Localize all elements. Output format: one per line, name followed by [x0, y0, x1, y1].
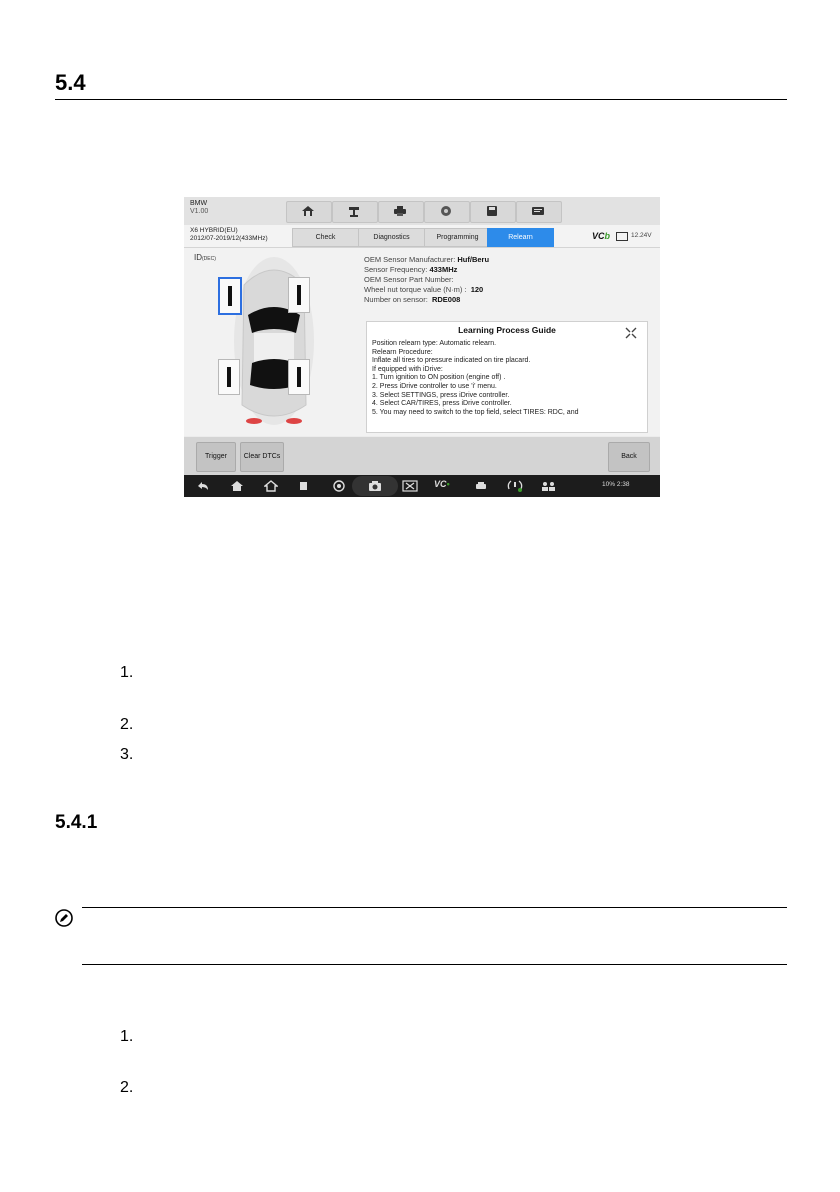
remote-support-icon[interactable] [540, 480, 556, 492]
id-label [194, 253, 216, 262]
vci-logo: VCb [592, 231, 611, 241]
id-unit: (DEC) [202, 256, 216, 262]
message-button[interactable] [516, 201, 562, 223]
guide-line: 1. Turn ignition to ON position (engine off) . [372, 374, 506, 382]
sensor-rear-right[interactable] [288, 359, 310, 395]
car-icon[interactable] [474, 480, 488, 492]
vehicle-bar [184, 225, 660, 248]
vehicle-lift-icon [347, 205, 361, 217]
sensor-info [364, 255, 489, 305]
guide-body [372, 340, 644, 417]
sensor-number-row [364, 295, 489, 305]
sensor-front-left[interactable] [218, 277, 242, 315]
tpms-icon[interactable] [506, 479, 524, 493]
guide-line: Position relearn type: Automatic relearn. [372, 340, 497, 347]
print-button[interactable] [378, 201, 424, 223]
manufacturer-label: OEM Sensor Manufacturer: [364, 255, 456, 264]
manufacturer-value: Huf/Beru [457, 255, 490, 264]
manufacturer-row [364, 255, 489, 265]
app-version: V1.00 [190, 208, 209, 215]
guide-title: Learning Process Guide [458, 325, 556, 335]
sensor-number-value: RDE008 [431, 295, 461, 304]
part-number-label: OEM Sensor Part Number: [364, 275, 454, 284]
clear-dtcs-button[interactable]: Clear DTCs [240, 442, 284, 472]
message-icon [531, 205, 545, 217]
app-home-icon[interactable] [264, 480, 278, 492]
subsection-number: 5.4.1 [55, 812, 98, 833]
list-b-item-1: 1. [120, 1028, 134, 1045]
frequency-value: 433MHz [429, 265, 458, 274]
sensor-rear-left[interactable] [218, 359, 240, 395]
app-topbar [184, 197, 660, 225]
voltage-readout: 12.24V [631, 232, 652, 239]
pencil-note-icon [55, 909, 73, 927]
sensor-front-right[interactable] [288, 277, 310, 313]
guide-line: 2. Press iDrive controller to use 'i' menu. [372, 382, 497, 390]
android-system-bar [184, 475, 660, 497]
camera-icon[interactable] [368, 480, 382, 492]
list-a-item-1: 1. [120, 664, 134, 681]
save-button[interactable] [470, 201, 516, 223]
guide-line: 3. Select SETTINGS, press iDrive controller. [372, 391, 510, 399]
back-arrow-icon[interactable] [196, 480, 210, 492]
brand-block [190, 200, 208, 216]
guide-line: 5. You may need to switch to the top field, select TIRES: RDC, and [372, 408, 579, 416]
guide-line: Inflate all tires to pressure indicated on tire placard. [372, 357, 531, 365]
tab-programming[interactable]: Programming [424, 228, 491, 247]
learning-guide-panel [366, 321, 648, 433]
print-icon [393, 205, 407, 217]
home-button[interactable] [286, 201, 332, 223]
vehicle-model: X6 HYBRID(EU) [190, 227, 238, 234]
section-number: 5.4 [55, 70, 86, 95]
vehicle-years: 2012/07-2019/12(433MHz) [190, 235, 268, 242]
note-bottom-rule [82, 964, 787, 965]
sensor-number-label: Number on sensor: [364, 295, 428, 304]
id-text: ID [194, 253, 202, 262]
tab-diagnostics[interactable]: Diagnostics [358, 228, 425, 247]
home-icon [301, 205, 315, 217]
settings-icon [439, 205, 453, 217]
guide-line: If equipped with iDrive: [372, 365, 443, 373]
guide-line: Relearn Procedure: [372, 348, 433, 356]
android-home-icon[interactable] [230, 480, 244, 492]
note-top-rule [82, 907, 787, 908]
part-number-row [364, 275, 489, 285]
torque-row [364, 285, 489, 295]
vci-shortcut-icon[interactable]: VC• [434, 479, 450, 489]
frequency-label: Sensor Frequency: [364, 265, 428, 274]
action-bar [184, 437, 660, 475]
browser-icon[interactable] [332, 480, 346, 492]
list-b-item-2: 2. [120, 1079, 134, 1096]
screen-record-icon[interactable] [402, 480, 418, 492]
guide-line: 4. Select CAR/TIRES, press iDrive controller. [372, 400, 512, 408]
save-icon [485, 205, 499, 217]
list-a-item-2: 2. [120, 716, 134, 733]
vehicle-info [190, 227, 268, 243]
recent-apps-icon[interactable] [298, 480, 312, 492]
back-button[interactable]: Back [608, 442, 650, 472]
vehicle-lift-button[interactable] [332, 201, 378, 223]
tab-relearn[interactable]: Relearn [487, 228, 554, 247]
collapse-icon[interactable] [625, 327, 637, 339]
brand-name: BMW [190, 200, 208, 207]
torque-label: Wheel nut torque value (N·m) : [364, 285, 467, 294]
torque-value: 120 [470, 285, 484, 294]
relearn-screenshot [184, 197, 660, 497]
tab-check[interactable]: Check [292, 228, 359, 247]
list-a-item-3: 3. [120, 746, 134, 763]
settings-button[interactable] [424, 201, 470, 223]
battery-icon [616, 232, 628, 241]
trigger-button[interactable]: Trigger [196, 442, 236, 472]
section-rule [55, 99, 787, 100]
frequency-row [364, 265, 489, 275]
status-indicators: 10% 2:38 [602, 481, 630, 488]
